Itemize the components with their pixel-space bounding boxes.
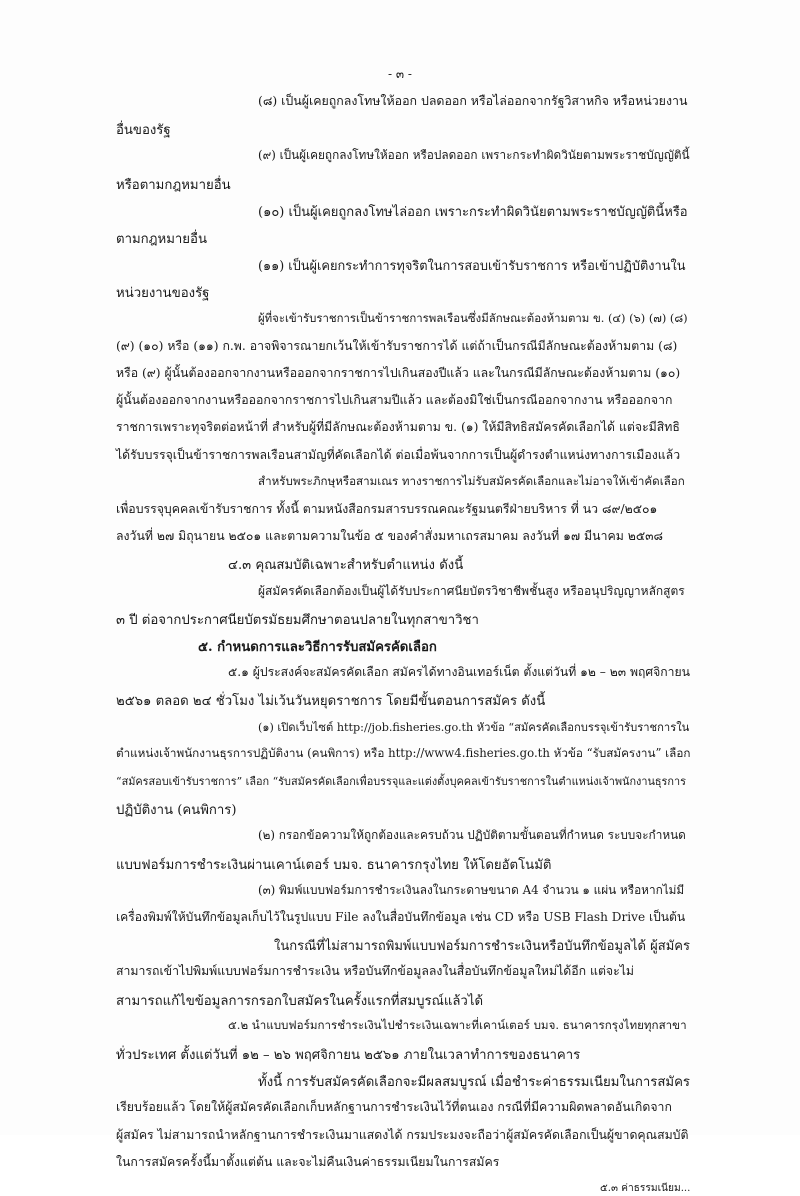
monk-line-3: ลงวันที่ ๒๗ มิถุนายน ๒๕๐๑ และตามความในข้อ ๕ ของคำสั่งมหาเถรสมาคม ลงวันที่ ๑๗ มีนาคม ๒๕๓๘ bbox=[116, 529, 664, 544]
step-1-line-2: ตำแหน่งเจ้าพนักงานธุรการปฏิบัติงาน (คนพิการ) หรือ http://www4.fisheries.go.th หัวข้อ “รับสมัครงาน” เลือก bbox=[116, 745, 691, 760]
monk-line-2: เพื่อบรรจุบุคคลเข้ารับราชการ ทั้งนี้ ตามหนังสือกรมสารบรรณคณะรัฐมนตรีฝ่ายบริหาร ที่ นว ๘๙/๒๕๐๑ bbox=[116, 502, 658, 516]
item-9-line-2: หรือตามกฎหมายอื่น bbox=[116, 177, 231, 193]
monk-line-1: สำหรับพระภิกษุหรือสามเณร ทางราชการไม่รับสมัครคัดเลือกและไม่อาจให้เข้าคัดเลือก bbox=[258, 473, 685, 488]
item-10-line-1: (๑๐) เป็นผู้เคยถูกลงโทษไล่ออก เพราะกระทำผิดวินัยตามพระราชบัญญัตินี้หรือ bbox=[258, 204, 688, 220]
step-2-line-1: (๒) กรอกข้อความให้ถูกต้องและครบถ้วน ปฏิบัติตามขั้นตอนที่กำหนด ระบบจะกำหนด bbox=[258, 828, 686, 843]
section-5-heading: ๕. กำหนดการและวิธีการรับสมัครคัดเลือก bbox=[198, 640, 437, 655]
step-2-line-2: แบบฟอร์มการชำระเงินผ่านเคาน์เตอร์ บมจ. ธนาคารกรุงไทย ให้โดยอัตโนมัติ bbox=[116, 857, 552, 873]
section-5-2-line-2: ทั่วประเทศ ตั้งแต่วันที่ ๑๒ – ๒๖ พฤศจิกายน ๒๕๖๑ ภายในเวลาทำการของธนาคาร bbox=[116, 1048, 581, 1063]
section-4-3-line-1: ผู้สมัครคัดเลือกต้องเป็นผู้ได้รับประกาศนียบัตรวิชาชีพชั้นสูง หรืออนุปริญญาหลักสูตร bbox=[258, 583, 685, 598]
step-1-line-3: “สมัครสอบเข้ารับราชการ” เลือก “รับสมัครคัดเลือกเพื่อบรรจุและแต่งตั้งบุคคลเข้ารับราชการในตำแหน่งเจ้าพนักงานธุรการ bbox=[116, 775, 686, 788]
complete-line-4: ในการสมัครครั้งนี้มาตั้งแต่ต้น และจะไม่คืนเงินค่าธรรมเนียมในการสมัคร bbox=[116, 1154, 500, 1169]
item-11-line-1: (๑๑) เป็นผู้เคยกระทำการทุจริตในการสอบเข้ารับราชการ หรือเข้าปฏิบัติงานใน bbox=[258, 259, 686, 275]
prohibited-line-1: ผู้ที่จะเข้ารับราชการเป็นข้าราชการพลเรือนซึ่งมีลักษณะต้องห้ามตาม ข. (๔) (๖) (๗) (๘) bbox=[258, 310, 688, 325]
item-10-line-2: ตามกฎหมายอื่น bbox=[116, 232, 207, 247]
item-8-line-2: อื่นของรัฐ bbox=[116, 123, 171, 139]
complete-line-3: ผู้สมัคร ไม่สามารถนำหลักฐานการชำระเงินมาแสดงได้ กรมประมงจะถือว่าผู้สมัครคัดเลือกเป็นผู้ขาดคุณสมบัติ bbox=[116, 1127, 689, 1142]
item-8-line-1: (๘) เป็นผู้เคยถูกลงโทษให้ออก ปลดออก หรือไล่ออกจากรัฐวิสาหกิจ หรือหน่วยงาน bbox=[258, 93, 688, 108]
section-4-3-heading: ๔.๓ คุณสมบัติเฉพาะสำหรับตำแหน่ง ดังนี้ bbox=[228, 558, 464, 574]
prohibited-line-2: (๙) (๑๐) หรือ (๑๑) ก.พ. อาจพิจารณายกเว้นให้เข้ารับราชการได้ แต่ถ้าเป็นกรณีมีลักษณะต้องห้ามตาม (๘) bbox=[116, 338, 678, 353]
prohibited-line-6: ได้รับบรรจุเป็นข้าราชการพลเรือนสามัญที่คัดเลือกได้ ต่อเมื่อพ้นจากการเป็นผู้ดำรงตำแหน่งทางการเมืองแล้ว bbox=[116, 447, 681, 462]
prohibited-line-4: ผู้นั้นต้องออกจากงานหรือออกจากราชการไปเกินสามปีแล้ว และต้องมิใช่เป็นกรณีออกจากงาน หรือออกจาก bbox=[116, 393, 673, 408]
section-5-1-line-2: ๒๕๖๑ ตลอด ๒๔ ชั่วโมง ไม่เว้นวันหยุดราชการ โดยมีขั้นตอนการสมัคร ดังนี้ bbox=[116, 694, 546, 710]
item-9-line-1: (๙) เป็นผู้เคยถูกลงโทษให้ออก หรือปลดออก เพราะกระทำผิดวินัยตามพระราชบัญญัตินี้ bbox=[258, 148, 690, 163]
section-5-2-line-1: ๕.๒ นำแบบฟอร์มการชำระเงินไปชำระเงินเฉพาะที่เคาน์เตอร์ บมจ. ธนาคารกรุงไทยทุกสาขา bbox=[228, 1017, 687, 1032]
cannot-print-line-3: สามารถแก้ไขข้อมูลการกรอกใบสมัครในครั้งแรกที่สมบูรณ์แล้วได้ bbox=[116, 993, 484, 1009]
cannot-print-line-1: ในกรณีที่ไม่สามารถพิมพ์แบบฟอร์มการชำระเงินหรือบันทึกข้อมูลได้ ผู้สมัคร bbox=[274, 939, 690, 955]
step-3-line-1: (๓) พิมพ์แบบฟอร์มการชำระเงินลงในกระดาษขนาด A4 จำนวน ๑ แผ่น หรือหากไม่มี bbox=[258, 882, 685, 897]
page-number: - ๓ - bbox=[388, 67, 412, 81]
step-1-line-4: ปฏิบัติงาน (คนพิการ) bbox=[116, 803, 237, 819]
complete-line-1: ทั้งนี้ การรับสมัครคัดเลือกจะมีผลสมบูรณ์ เมื่อชำระค่าธรรมเนียมในการสมัคร bbox=[258, 1075, 691, 1091]
item-11-line-2: หน่วยงานของรัฐ bbox=[116, 286, 210, 302]
cannot-print-line-2: สามารถเข้าไปพิมพ์แบบฟอร์มการชำระเงิน หรือบันทึกข้อมูลลงในสื่อบันทึกข้อมูลใหม่ได้อีก แต่จะไม่ bbox=[116, 964, 635, 979]
step-1-line-1: (๑) เปิดเว็บไซต์ http://job.fisheries.go.th หัวข้อ “สมัครคัดเลือกบรรจุเข้ารับราชการใน bbox=[258, 720, 690, 734]
prohibited-line-3: หรือ (๙) ผู้นั้นต้องออกจากงานหรือออกจากราชการไปเกินสองปีแล้ว และในกรณีมีลักษณะต้องห้ามตาม (๑๐) bbox=[116, 366, 681, 380]
continuation: ๕.๓ ค่าธรรมเนียม... bbox=[600, 1183, 691, 1194]
step-3-line-2: เครื่องพิมพ์ให้บันทึกข้อมูลเก็บไว้ในรูปแบบ File ลงในสื่อบันทึกข้อมูล เช่น CD หรือ USB Flash Drive เป็นต้น bbox=[116, 910, 686, 924]
section-5-1-line-1: ๕.๑ ผู้ประสงค์จะสมัครคัดเลือก สมัครได้ทางอินเทอร์เน็ต ตั้งแต่วันที่ ๑๒ – ๒๓ พฤศจิกายน bbox=[228, 665, 690, 680]
prohibited-line-5: ราชการเพราะทุจริตต่อหน้าที่ สำหรับผู้ที่มีลักษณะต้องห้ามตาม ข. (๑) ให้มีสิทธิสมัครคัดเลือกได้ แต่จะมีสิทธิ bbox=[116, 420, 680, 435]
section-4-3-line-2: ๓ ปี ต่อจากประกาศนียบัตรมัธยมศึกษาตอนปลายในทุกสาขาวิชา bbox=[116, 612, 479, 628]
complete-line-2: เรียบร้อยแล้ว โดยให้ผู้สมัครคัดเลือกเก็บหลักฐานการชำระเงินไว้ที่ตนเอง กรณีที่มีความผิดพลาดอันเกิดจาก bbox=[116, 1100, 672, 1115]
